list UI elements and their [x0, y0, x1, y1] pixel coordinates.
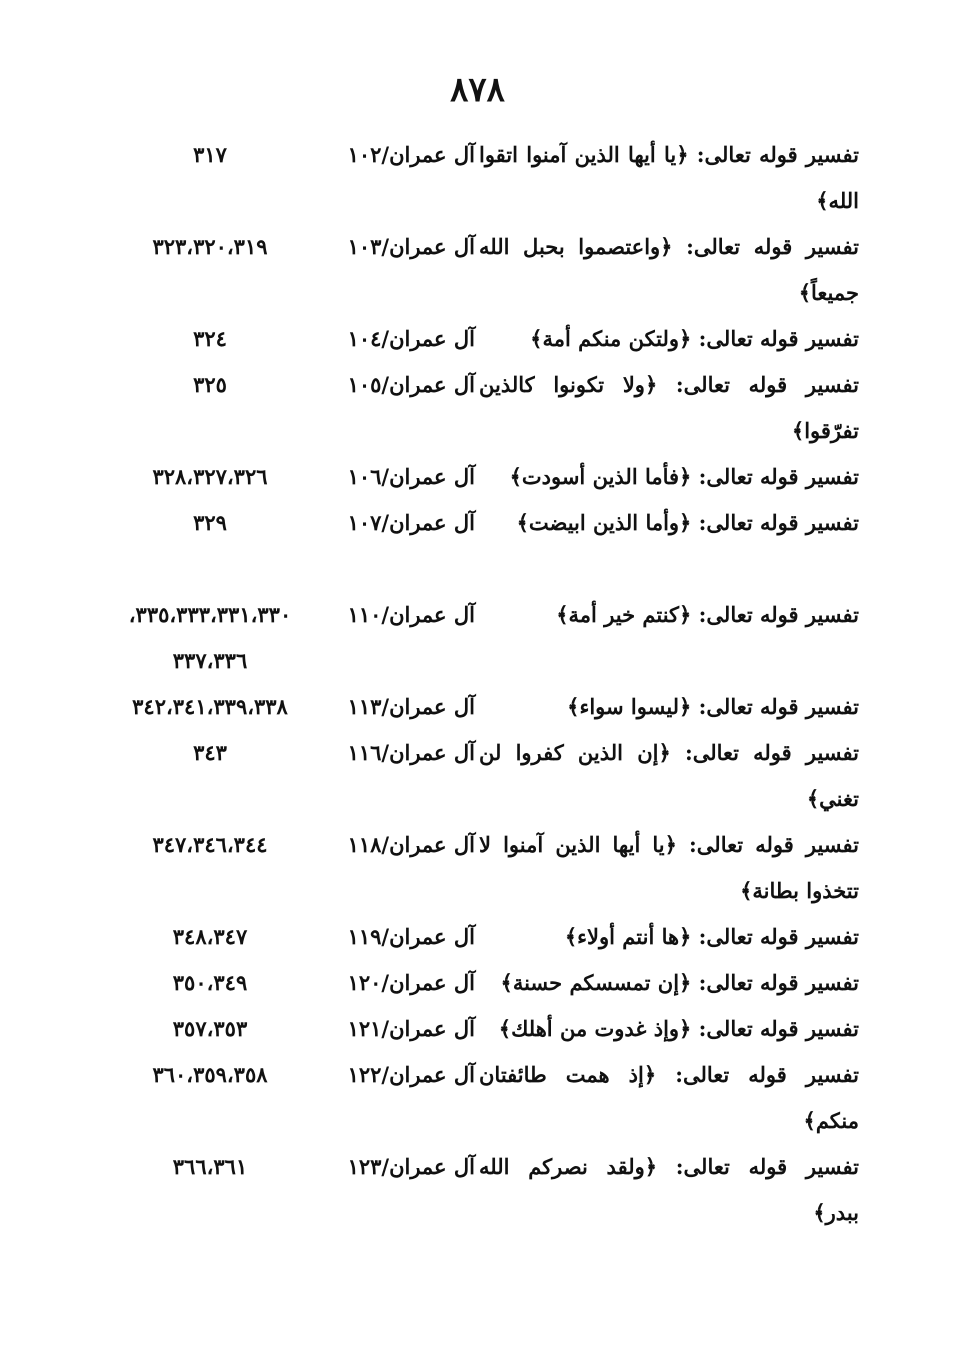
- entry-title: تفسير قوله تعالى: ﴿إن الذين كفروا لن: [479, 740, 859, 765]
- entry-title: تفسير قوله تعالى: ﴿كنتم خير أمة﴾: [556, 602, 859, 627]
- entry-verse-ref: آل عمران/١٠٥: [347, 372, 475, 397]
- entry-pages: ٣٥٠،٣٤٩: [172, 970, 248, 995]
- entry-title: تفسير قوله تعالى: ﴿ولقد نصركم الله: [479, 1154, 859, 1179]
- entry-title: تفسير قوله تعالى: ﴿ها أنتم أولاء﴾: [564, 924, 859, 949]
- index-entry: [0, 316, 955, 362]
- spacer: [0, 546, 955, 592]
- entry-verse-ref: آل عمران/١١٦: [347, 740, 475, 765]
- entry-title-continuation: تغني﴾: [806, 786, 859, 811]
- entry-title: تفسير قوله تعالى: ﴿وإذ غدوت من أهلك﴾: [498, 1016, 859, 1041]
- entry-pages-continuation: ٣٣٧،٣٣٦: [172, 648, 248, 673]
- page-number: ٨٧٨: [450, 70, 505, 110]
- entry-verse-ref: آل عمران/١٢٠: [347, 970, 475, 995]
- entry-verse-ref: آل عمران/١٢٣: [347, 1154, 475, 1179]
- entry-pages: ٣٢٥: [193, 372, 227, 397]
- entry-title-continuation: تتخذوا بطانة﴾: [740, 878, 859, 903]
- index-entry: [0, 914, 955, 960]
- entry-pages: ٣٤٨،٣٤٧: [172, 924, 248, 949]
- entry-pages: ٣٦٦،٣٦١: [172, 1154, 248, 1179]
- entry-title-continuation: جميعاً﴾: [798, 280, 859, 305]
- entry-pages: ٣٤٧،٣٤٦،٣٤٤: [152, 832, 268, 857]
- entry-title: تفسير قوله تعالى: ﴿ولتكن منكم أمة﴾: [530, 326, 859, 351]
- entry-title-continuation: الله﴾: [816, 188, 859, 213]
- entry-title-continuation: تفرّقوا﴾: [791, 418, 859, 443]
- index-entry: [0, 730, 955, 822]
- entry-title-continuation: ببدر﴾: [813, 1200, 859, 1225]
- entry-pages: ٣٢٣،٣٢٠،٣١٩: [152, 234, 268, 259]
- entry-pages: ٣١٧: [193, 142, 227, 167]
- entry-pages: ٣٦٠،٣٥٩،٣٥٨: [152, 1062, 268, 1087]
- entry-title: تفسير قوله تعالى: ﴿واعتصموا بحبل الله: [479, 234, 859, 259]
- index-entry: [0, 500, 955, 546]
- entry-title: تفسير قوله تعالى: ﴿يا أيها الذين آمنوا اتقوا: [479, 142, 859, 167]
- index-entry: [0, 684, 955, 730]
- entry-pages: ٣٢٤: [193, 326, 227, 351]
- entry-title: تفسير قوله تعالى: ﴿إذ همت طائفتان: [479, 1062, 859, 1087]
- entry-verse-ref: آل عمران/١١٩: [347, 924, 475, 949]
- index-list: [0, 132, 955, 1236]
- index-entry: [0, 960, 955, 1006]
- entry-verse-ref: آل عمران/١٠٦: [347, 464, 475, 489]
- index-entry: [0, 592, 955, 684]
- index-entry: [0, 224, 955, 316]
- entry-title: تفسير قوله تعالى: ﴿فأما الذين أسودت﴾: [509, 464, 859, 489]
- index-entry: [0, 362, 955, 454]
- entry-verse-ref: آل عمران/١٢٢: [347, 1062, 475, 1087]
- entry-verse-ref: آل عمران/١٠٢: [347, 142, 475, 167]
- entry-pages: ٣٥٧،٣٥٣: [172, 1016, 248, 1041]
- index-entry: [0, 132, 955, 224]
- entry-verse-ref: آل عمران/١٠٧: [347, 510, 475, 535]
- entry-verse-ref: آل عمران/١٢١: [347, 1016, 475, 1041]
- entry-title-continuation: منكم﴾: [803, 1108, 859, 1133]
- entry-title: تفسير قوله تعالى: ﴿يا أيها الذين آمنوا لا: [479, 832, 859, 857]
- entry-title: تفسير قوله تعالى: ﴿ولا تكونوا كالذين: [479, 372, 859, 397]
- index-entry: [0, 1006, 955, 1052]
- index-entry: [0, 454, 955, 500]
- entry-verse-ref: آل عمران/١٠٤: [347, 326, 475, 351]
- entry-title: تفسير قوله تعالى: ﴿وأما الذين ابيضت﴾: [516, 510, 859, 535]
- index-entry: [0, 1144, 955, 1236]
- entry-pages: ٣٢٩: [193, 510, 227, 535]
- entry-verse-ref: آل عمران/١١٠: [347, 602, 475, 627]
- entry-pages: ٣٣٥،٣٣٣،٣٣١،٣٣٠،: [128, 602, 292, 627]
- entry-title: تفسير قوله تعالى: ﴿ليسوا سواء﴾: [567, 694, 859, 719]
- entry-verse-ref: آل عمران/١٠٣: [347, 234, 475, 259]
- entry-pages: ٣٤٣: [193, 740, 227, 765]
- entry-verse-ref: آل عمران/١١٨: [347, 832, 475, 857]
- entry-pages: ٣٢٨،٣٢٧،٣٢٦: [152, 464, 268, 489]
- index-entry: [0, 822, 955, 914]
- entry-pages: ٣٤٢،٣٤١،٣٣٩،٣٣٨: [132, 694, 288, 719]
- entry-title: تفسير قوله تعالى: ﴿إن تمسسكم حسنة﴾: [500, 970, 859, 995]
- index-entry: [0, 1052, 955, 1144]
- entry-verse-ref: آل عمران/١١٣: [347, 694, 475, 719]
